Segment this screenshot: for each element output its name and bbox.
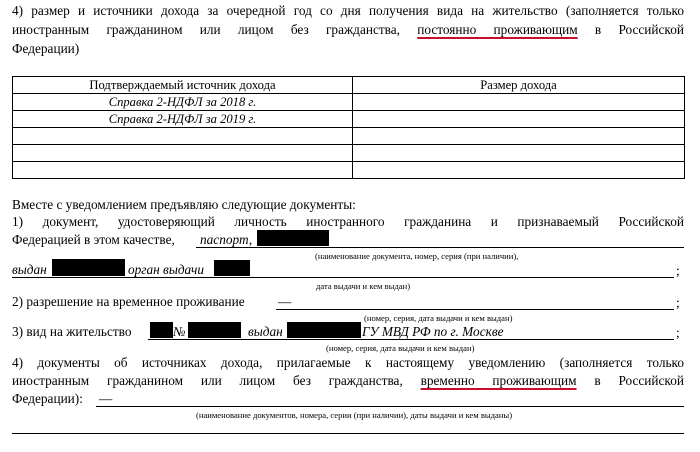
item4-value: — — [99, 391, 113, 406]
section4-line2 — [12, 21, 684, 38]
income-amount-cell[interactable] — [353, 94, 685, 111]
item2-label: 2) разрешение на временное проживание — [12, 294, 245, 309]
item4-caption: (наименование документов, номера, серии (при наличии), даты выдачи и кем выданы) — [196, 410, 513, 420]
redaction-block — [257, 230, 329, 246]
income-amount-header: Размер дохода — [353, 77, 685, 94]
item1-line1: 1) документ, удостоверяющий личность иностранного гражданина и признаваемый Российской — [12, 214, 684, 229]
item1-issued-label: выдан — [12, 262, 47, 277]
redaction-block — [150, 322, 173, 338]
item3-number-sign: № — [173, 324, 186, 339]
table-row — [13, 128, 685, 145]
item3-caption: (номер, серия, дата выдачи и кем выдан) — [326, 343, 475, 353]
item1-fill-line-2 — [12, 277, 674, 278]
item1-caption: (наименование документа, номер, серия (при наличии), — [315, 251, 519, 261]
item3-issued-label: выдан — [248, 324, 283, 339]
temporary-residence-highlight: временно проживающим — [420, 373, 577, 388]
income-source-cell[interactable] — [13, 145, 353, 162]
section4-line1: 4) размер и источники дохода за очередной год со дня получения вида на жительство (заполняется только — [12, 3, 684, 18]
item2-fill-line — [276, 309, 674, 310]
section4-line2-end: в Российской — [577, 22, 684, 37]
income-source-header: Подтверждаемый источник дохода — [13, 77, 353, 94]
item1-authority-label: орган выдачи — [128, 262, 205, 277]
redaction-block — [214, 260, 250, 276]
item1-caption-2: дата выдачи и кем выдан) — [316, 281, 411, 291]
table-row — [13, 111, 685, 128]
income-amount-cell[interactable] — [353, 162, 685, 179]
section4-line3: Федерации) — [12, 41, 80, 56]
income-amount-cell[interactable] — [353, 128, 685, 145]
income-source-cell[interactable] — [13, 128, 353, 145]
item2-caption: (номер, серия, дата выдачи и кем выдан) — [364, 313, 513, 323]
income-table — [12, 76, 685, 179]
item1-line2: Федерацией в этом качестве, — [12, 232, 175, 247]
item3-authority: ГУ МВД РФ по г. Москве — [362, 324, 504, 339]
item4-line2-start: иностранным гражданином или лицом без гражданства, — [12, 373, 421, 388]
item1-fill-line — [196, 247, 684, 248]
item2-line-end: ; — [676, 295, 680, 310]
item4-line2 — [12, 372, 684, 389]
income-source-cell[interactable]: Справка 2-НДФЛ за 2019 г. — [13, 111, 353, 128]
item4-line3: Федерации): — [12, 391, 83, 406]
item4-line2-end: в Российской — [576, 373, 684, 388]
table-row — [13, 94, 685, 111]
item4-fill-line — [96, 406, 684, 407]
item2-value: — — [278, 294, 292, 309]
table-row — [13, 162, 685, 179]
income-source-cell[interactable] — [13, 162, 353, 179]
item3-fill-line — [148, 339, 674, 340]
income-source-cell[interactable]: Справка 2-НДФЛ за 2018 г. — [13, 94, 353, 111]
income-amount-cell[interactable] — [353, 145, 685, 162]
income-amount-cell[interactable] — [353, 111, 685, 128]
section4-line2-start: иностранным гражданином или лицом без гражданства, — [12, 22, 418, 37]
item4-line1: 4) документы об источниках дохода, прилагаемые к настоящему уведомлению (заполняется только — [12, 355, 684, 370]
redaction-block — [188, 322, 241, 338]
item4-fill-line-2 — [12, 433, 684, 434]
permanent-residence-highlight: постоянно проживающим — [417, 22, 578, 37]
documents-intro: Вместе с уведомлением предъявляю следующие документы: — [12, 197, 356, 212]
item1-line-end: ; — [676, 263, 680, 278]
redaction-block — [52, 259, 125, 276]
redaction-block — [287, 322, 361, 338]
income-table-header-row — [13, 77, 685, 94]
table-row — [13, 145, 685, 162]
item3-line-end: ; — [676, 325, 680, 340]
item3-label: 3) вид на жительство — [12, 324, 132, 339]
item1-document-value: паспорт, — [200, 232, 253, 247]
